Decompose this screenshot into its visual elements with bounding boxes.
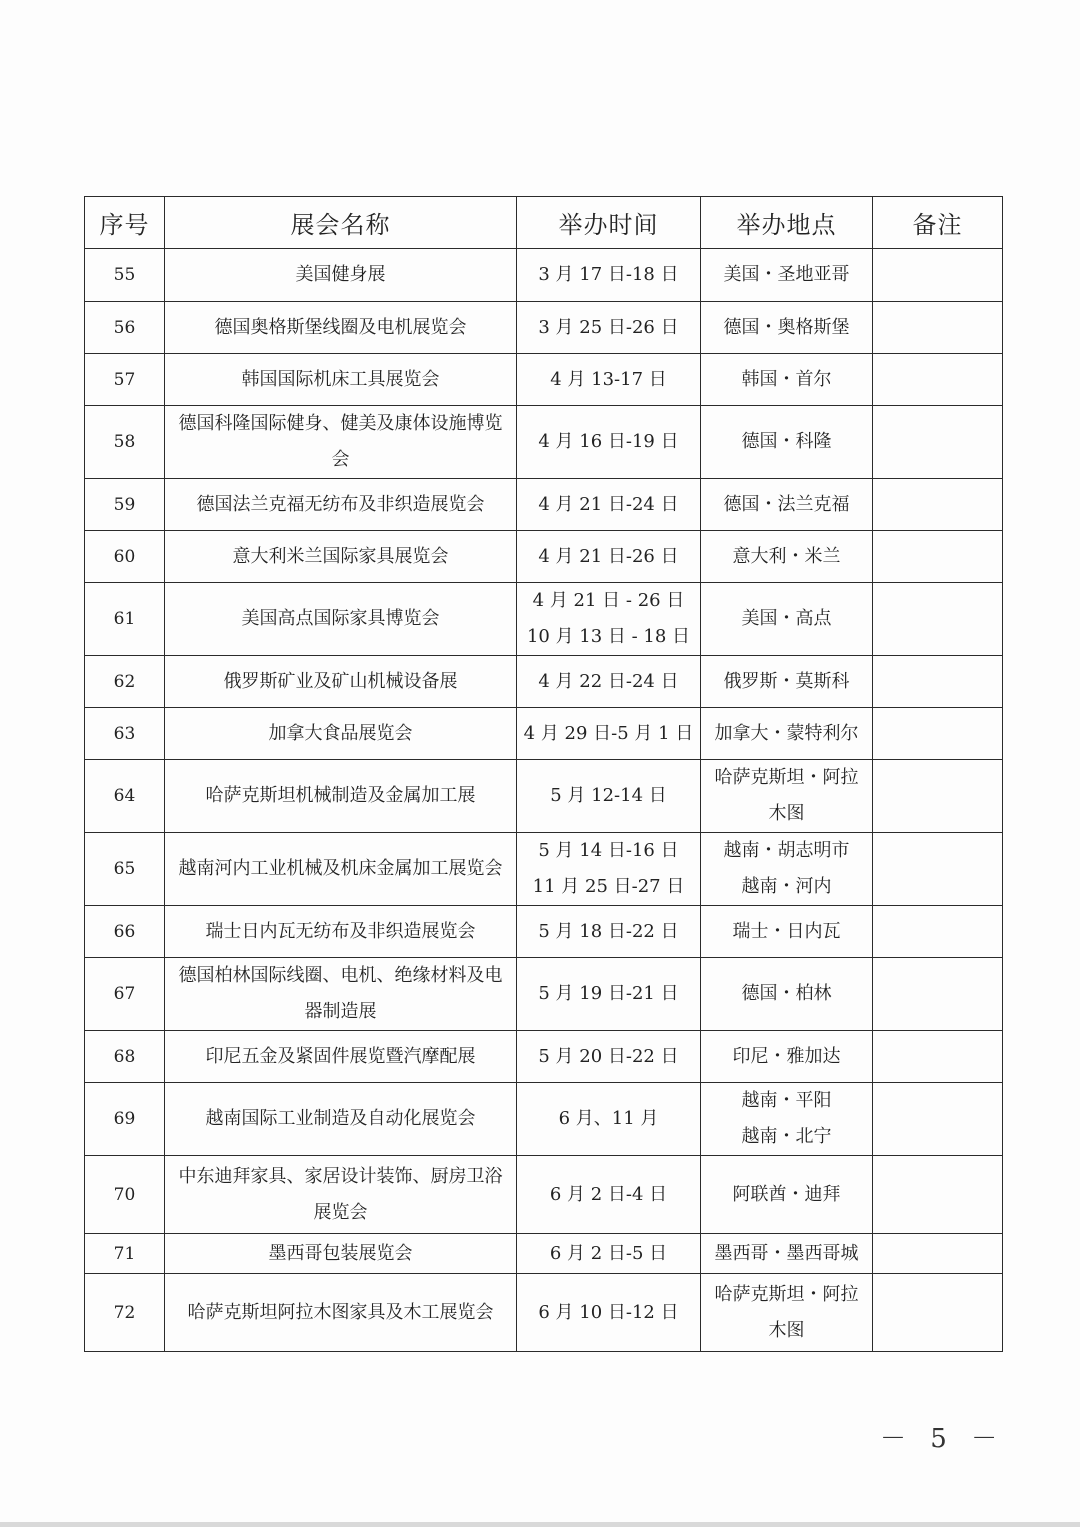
date-line: 4 月 16 日-19 日 [538,431,679,452]
cell-serial: 70 [85,1156,165,1234]
date-line: 6 月 2 日-5 日 [549,1242,668,1264]
cell-date [517,1031,701,1083]
cell-date [517,249,701,302]
cell-remarks [873,906,1003,958]
table-row [85,249,1003,302]
date-line: 4 月 22 日-24 日 [538,670,679,692]
cell-date [517,531,701,583]
cell-remarks [873,531,1003,583]
cell-remarks [873,833,1003,906]
date-line: 5 月 18 日-22 日 [538,920,679,942]
location-line: 印尼・雅加达 [732,1045,841,1067]
table-row [85,656,1003,708]
cell-location [701,760,873,833]
exhibition-name-text: 俄罗斯矿业及矿山机械设备展 [223,670,458,692]
cell-date [517,656,701,708]
table-row [85,531,1003,583]
exhibition-name-text: 韩国国际机床工具展览会 [241,368,440,390]
date-line: 11 月 25 日-27 日 [532,876,685,897]
cell-exhibition-name [165,354,517,406]
cell-location [701,906,873,958]
exhibition-name-text: 意大利米兰国际家具展览会 [232,545,449,567]
cell-remarks [873,656,1003,708]
exhibition-name-text: 中东迪拜家具、家居设计装饰、厨房卫浴展览会 [178,1165,503,1223]
exhibition-name-text: 墨西哥包装展览会 [268,1242,413,1264]
exhibition-name-text: 加拿大食品展览会 [268,722,413,744]
cell-exhibition-name [165,531,517,583]
cell-serial: 71 [85,1234,165,1274]
cell-serial: 63 [85,708,165,760]
location-line: 越南・胡志明市 [723,840,850,861]
date-line: 5 月 20 日-22 日 [538,1045,679,1067]
date-line: 6 月 2 日-4 日 [549,1183,668,1205]
cell-exhibition-name [165,406,517,479]
cell-date [517,479,701,531]
cell-date [517,1234,701,1274]
cell-location [701,302,873,354]
cell-date [517,833,701,906]
cell-exhibition-name [165,760,517,833]
cell-remarks [873,1234,1003,1274]
cell-location [701,531,873,583]
date-line: 5 月 12-14 日 [550,785,667,806]
date-line: 5 月 19 日-21 日 [538,983,679,1004]
cell-date [517,302,701,354]
cell-exhibition-name [165,656,517,708]
location-line: 墨西哥・墨西哥城 [714,1242,859,1264]
table-row [85,760,1003,833]
cell-date [517,354,701,406]
table-row [85,406,1003,479]
table-header-row [85,197,1003,249]
cell-serial: 55 [85,249,165,302]
cell-exhibition-name [165,479,517,531]
cell-date [517,1156,701,1234]
exhibition-table [84,196,1003,1352]
cell-exhibition-name [165,1234,517,1274]
cell-remarks [873,302,1003,354]
cell-exhibition-name [165,1156,517,1234]
exhibition-name-text: 越南国际工业制造及自动化展览会 [205,1108,476,1129]
location-line: 美国・高点 [741,608,832,629]
location-line: 德国・法兰克福 [723,493,850,515]
exhibition-name-text: 德国科隆国际健身、健美及康体设施博览会 [178,413,503,470]
cell-date [517,708,701,760]
cell-remarks [873,760,1003,833]
cell-location [701,406,873,479]
date-line: 5 月 14 日-16 日 [538,840,679,861]
exhibition-name-text: 哈萨克斯坦阿拉木图家具及木工展览会 [187,1301,494,1323]
exhibition-name-text: 越南河内工业机械及机床金属加工展览会 [178,858,503,879]
cell-exhibition-name [165,1083,517,1156]
cell-remarks [873,406,1003,479]
cell-exhibition-name [165,833,517,906]
table-row [85,1031,1003,1083]
exhibition-name-text: 哈萨克斯坦机械制造及金属加工展 [205,785,476,806]
cell-date [517,1274,701,1352]
bottom-edge-divider [0,1522,1080,1527]
location-line: 哈萨克斯坦・阿拉 [714,1283,859,1305]
cell-exhibition-name [165,302,517,354]
location-line: 美国・圣地亚哥 [723,264,850,285]
cell-serial: 65 [85,833,165,906]
location-line: 德国・柏林 [741,983,832,1004]
cell-remarks [873,958,1003,1031]
cell-serial: 64 [85,760,165,833]
table-row [85,708,1003,760]
cell-location [701,354,873,406]
date-line: 4 月 29 日-5 月 1 日 [523,722,694,744]
location-line: 木图 [768,1319,805,1341]
cell-serial: 57 [85,354,165,406]
date-line: 4 月 13-17 日 [550,368,667,390]
table-row [85,354,1003,406]
location-line: 韩国・首尔 [741,368,832,390]
cell-location [701,1274,873,1352]
date-line: 10 月 13 日 - 18 日 [526,626,691,647]
cell-serial: 60 [85,531,165,583]
date-line: 6 月、11 月 [558,1108,659,1129]
cell-location [701,1031,873,1083]
cell-location [701,1156,873,1234]
header-remarks: 备注 [873,197,1003,249]
table-row [85,1156,1003,1234]
location-line: 木图 [768,803,805,824]
location-line: 越南・河内 [741,876,832,897]
exhibition-name-text: 德国法兰克福无纺布及非织造展览会 [196,493,485,515]
cell-serial: 69 [85,1083,165,1156]
date-line: 6 月 10 日-12 日 [538,1301,679,1323]
cell-serial: 67 [85,958,165,1031]
date-line: 3 月 25 日-26 日 [538,316,679,338]
cell-date [517,958,701,1031]
header-exhibition-name: 展会名称 [165,197,517,249]
cell-serial: 58 [85,406,165,479]
cell-serial: 62 [85,656,165,708]
location-line: 加拿大・蒙特利尔 [714,722,859,744]
cell-location [701,833,873,906]
table-row [85,1274,1003,1352]
cell-serial: 66 [85,906,165,958]
cell-serial: 68 [85,1031,165,1083]
header-serial: 序号 [85,197,165,249]
cell-location [701,479,873,531]
cell-exhibition-name [165,249,517,302]
cell-exhibition-name [165,1274,517,1352]
exhibition-name-text: 瑞士日内瓦无纺布及非织造展览会 [205,920,476,942]
exhibition-name-text: 印尼五金及紧固件展览暨汽摩配展 [205,1045,476,1067]
date-line: 4 月 21 日-24 日 [538,493,679,515]
cell-remarks [873,1156,1003,1234]
location-line: 越南・平阳 [741,1090,832,1111]
table-row [85,958,1003,1031]
cell-location [701,708,873,760]
cell-serial: 56 [85,302,165,354]
table-row [85,302,1003,354]
cell-serial: 72 [85,1274,165,1352]
cell-exhibition-name [165,958,517,1031]
location-line: 德国・奥格斯堡 [723,316,850,338]
exhibition-name-text: 德国柏林国际线圈、电机、绝缘材料及电器制造展 [178,965,503,1022]
cell-location [701,958,873,1031]
date-line: 4 月 21 日 - 26 日 [532,590,685,611]
cell-date [517,406,701,479]
cell-exhibition-name [165,583,517,656]
date-line: 3 月 17 日-18 日 [538,264,679,285]
cell-remarks [873,1083,1003,1156]
cell-remarks [873,1031,1003,1083]
cell-location [701,1083,873,1156]
cell-remarks [873,583,1003,656]
location-line: 瑞士・日内瓦 [732,920,841,942]
location-line: 德国・科隆 [741,431,832,452]
table-row [85,1083,1003,1156]
location-line: 越南・北宁 [741,1126,832,1147]
location-line: 意大利・米兰 [732,545,841,567]
table-row [85,906,1003,958]
cell-remarks [873,1274,1003,1352]
cell-date [517,1083,701,1156]
header-location: 举办地点 [701,197,873,249]
header-date: 举办时间 [517,197,701,249]
cell-date [517,760,701,833]
cell-exhibition-name [165,1031,517,1083]
page-number: － 5 － [880,1424,1006,1454]
exhibition-name-text: 美国高点国际家具博览会 [241,608,440,629]
cell-remarks [873,249,1003,302]
cell-date [517,906,701,958]
table-body [85,249,1003,1352]
exhibition-name-text: 美国健身展 [295,264,386,285]
location-line: 俄罗斯・莫斯科 [723,670,850,692]
exhibition-name-text: 德国奥格斯堡线圈及电机展览会 [214,316,467,338]
cell-location [701,1234,873,1274]
table-row [85,1234,1003,1274]
cell-date [517,583,701,656]
cell-remarks [873,479,1003,531]
cell-remarks [873,708,1003,760]
table-row [85,479,1003,531]
location-line: 阿联酋・迪拜 [732,1183,841,1205]
cell-location [701,656,873,708]
date-line: 4 月 21 日-26 日 [538,545,679,567]
cell-exhibition-name [165,906,517,958]
cell-remarks [873,354,1003,406]
cell-serial: 61 [85,583,165,656]
cell-exhibition-name [165,708,517,760]
table-row [85,583,1003,656]
cell-location [701,249,873,302]
cell-serial: 59 [85,479,165,531]
cell-location [701,583,873,656]
table-row [85,833,1003,906]
location-line: 哈萨克斯坦・阿拉 [714,767,859,788]
